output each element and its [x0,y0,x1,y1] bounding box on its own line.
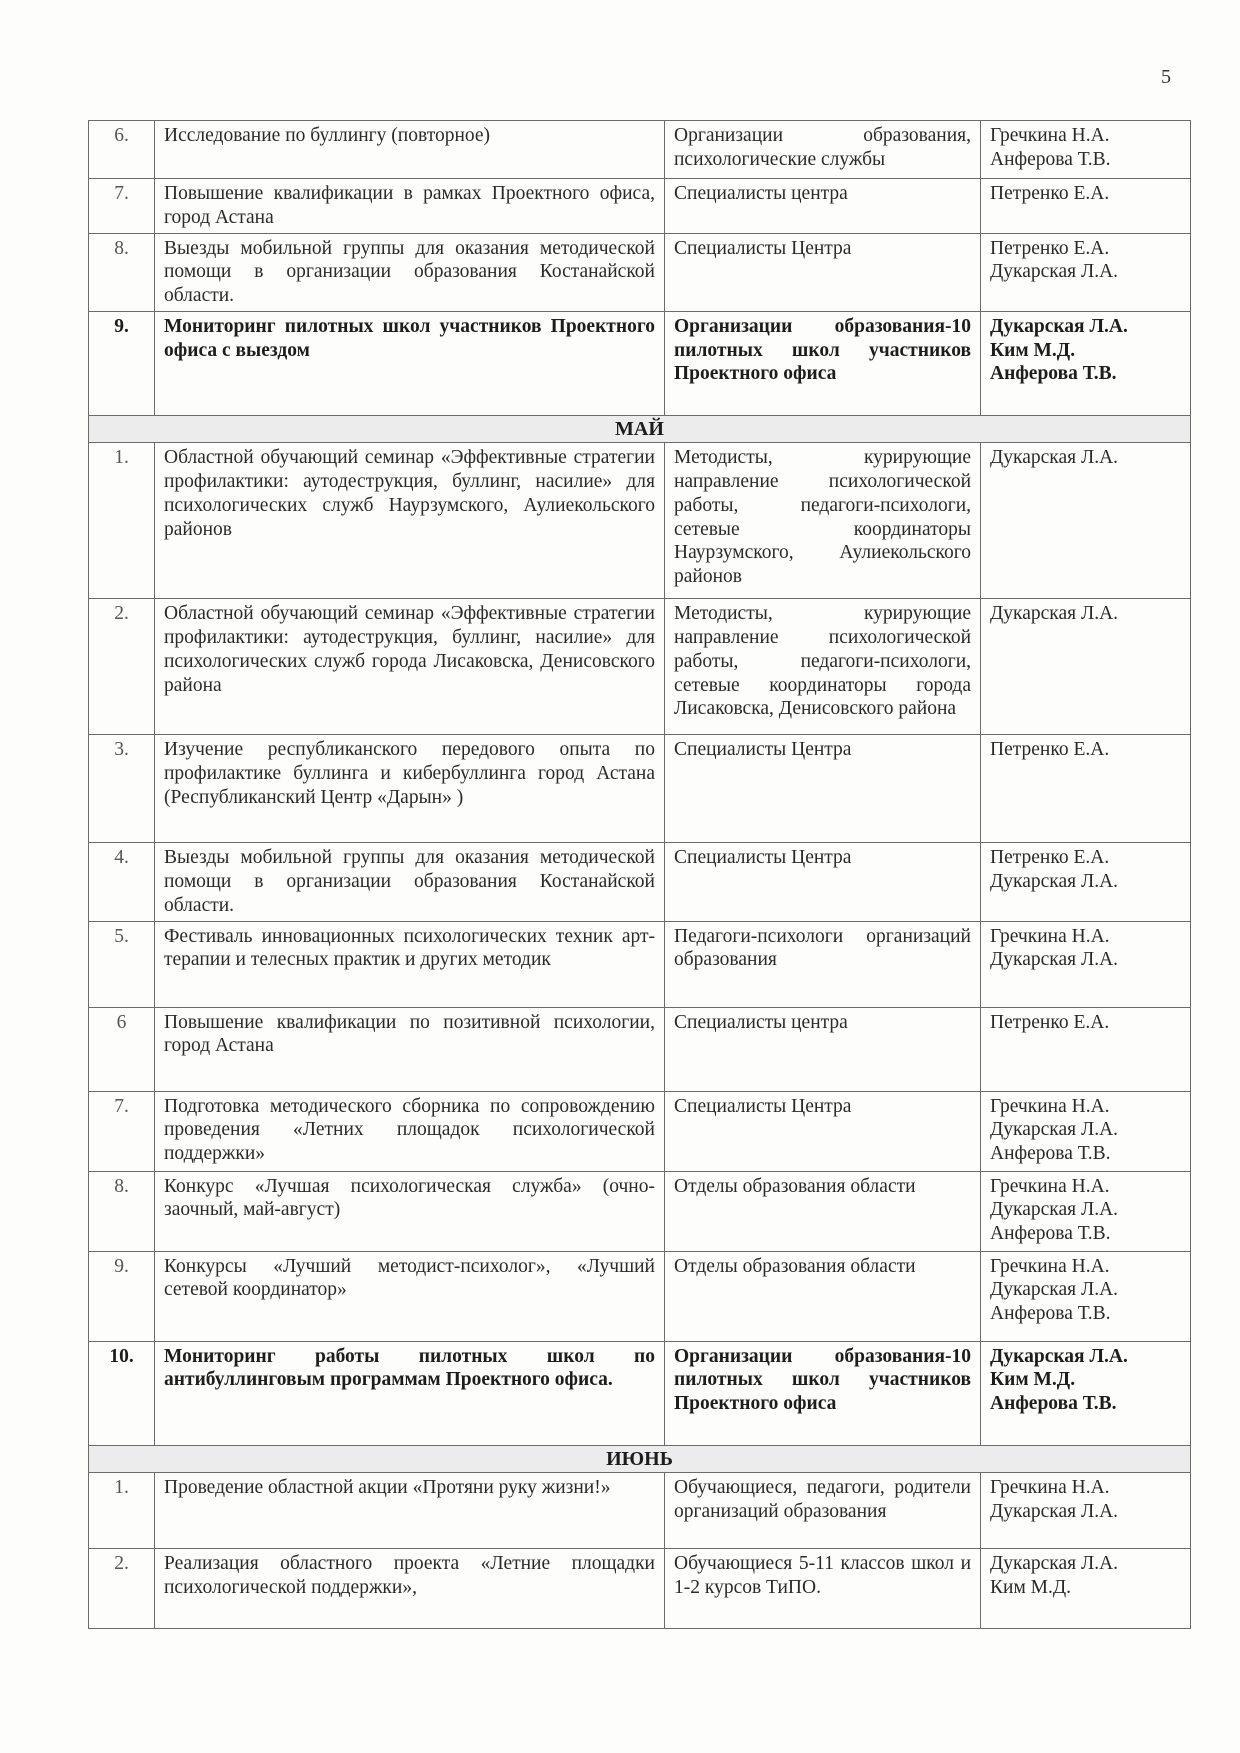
row-number: 6. [89,121,155,179]
event-name: Конкурсы «Лучший методист-психолог», «Лучший сетевой координатор» [155,1251,665,1341]
responsible-persons [981,1473,1191,1549]
table-row [89,1341,1191,1445]
responsible-person: Петренко Е.А. [990,739,1110,761]
month-header: ИЮНЬ [89,1445,1191,1472]
responsible-person: Дукарская Л.А. [990,1553,1119,1575]
responsible-person: Гречкина Н.А. [990,1477,1110,1499]
month-header-row [89,1445,1191,1472]
target-audience: Специалисты центра [665,179,981,234]
table-row [89,311,1191,415]
responsible-person: Анферова Т.В. [990,148,1111,170]
target-audience: Педагоги-психологи организаций образования [665,921,981,1007]
responsible-persons [981,1251,1191,1341]
event-name: Областной обучающий семинар «Эффективные стратегии профилактики: аутодеструкция, буллинг, насилие» для психологических служб города Лисаковска, Денисовского района [155,599,665,735]
responsible-person: Петренко Е.А. [990,847,1110,869]
responsible-persons [981,1091,1191,1171]
responsible-persons [981,1341,1191,1445]
responsible-person: Анферова Т.В. [990,363,1117,385]
row-number: 1. [89,1473,155,1549]
month-header-row [89,415,1191,442]
table-row [89,921,1191,1007]
row-number: 7. [89,179,155,234]
responsible-person: Гречкина Н.А. [990,1255,1110,1277]
responsible-persons [981,735,1191,843]
target-audience: Организации образования-10 пилотных школ участников Проектного офиса [665,311,981,415]
event-name: Повышение квалификации в рамках Проектного офиса, город Астана [155,179,665,234]
row-number: 9. [89,311,155,415]
responsible-persons [981,843,1191,921]
responsible-persons [981,1171,1191,1251]
table-row [89,1091,1191,1171]
month-header: МАЙ [89,415,1191,442]
responsible-persons [981,599,1191,735]
target-audience: Методисты, курирующие направление психологической работы, педагоги-психологи, сетевые координаторы города Лисаковска, Денисовского района [665,599,981,735]
event-name: Исследование по буллингу (повторное) [155,121,665,179]
table-row [89,735,1191,843]
row-number: 8. [89,1171,155,1251]
table-row [89,121,1191,179]
event-name: Выезды мобильной группы для оказания методической помощи в организации образования Костанайской области. [155,233,665,311]
table-row [89,1251,1191,1341]
table-row [89,1473,1191,1549]
table-row [89,843,1191,921]
responsible-person: Петренко Е.А. [990,183,1110,204]
responsible-person: Дукарская Л.А. [990,261,1119,283]
event-name: Реализация областного проекта «Летние площадки психологической поддержки», [155,1549,665,1629]
responsible-persons [981,233,1191,311]
table-row [89,443,1191,599]
plan-table-body [89,121,1191,1629]
table-row [89,1007,1191,1091]
event-name: Повышение квалификации по позитивной психологии, город Астана [155,1007,665,1091]
responsible-person: Дукарская Л.А. [990,447,1119,469]
responsible-person: Ким М.Д. [990,339,1076,361]
target-audience: Организации образования, психологические службы [665,121,981,179]
responsible-persons [981,179,1191,234]
row-number: 9. [89,1251,155,1341]
responsible-person: Гречкина Н.А. [990,1175,1110,1197]
responsible-persons [981,1007,1191,1091]
row-number: 3. [89,735,155,843]
row-number: 2. [89,599,155,735]
target-audience: Отделы образования области [665,1171,981,1251]
responsible-person: Гречкина Н.А. [990,925,1110,947]
responsible-person: Гречкина Н.А. [990,125,1110,146]
event-name: Фестиваль инновационных психологических техник арт-терапии и телесных практик и других методик [155,921,665,1007]
responsible-persons [981,1549,1191,1629]
target-audience: Организации образования-10 пилотных школ участников Проектного офиса [665,1341,981,1445]
responsible-person: Анферова Т.В. [990,1223,1111,1245]
row-number: 5. [89,921,155,1007]
responsible-person: Петренко Е.А. [990,1011,1110,1033]
target-audience: Методисты, курирующие направление психологической работы, педагоги-психологи, сетевые координаторы Наурзумского, Аулиекольского районов [665,443,981,599]
table-row [89,233,1191,311]
row-number: 4. [89,843,155,921]
row-number: 2. [89,1549,155,1629]
plan-table [88,120,1191,1629]
event-name: Изучение республиканского передового опыта по профилактике буллинга и кибербуллинга город Астана (Республиканский Центр «Дарын» ) [155,735,665,843]
table-row [89,599,1191,735]
row-number: 10. [89,1341,155,1445]
responsible-person: Дукарская Л.А. [990,1199,1119,1221]
responsible-person: Дукарская Л.А. [990,315,1128,337]
responsible-person: Дукарская Л.А. [990,1345,1128,1367]
responsible-person: Анферова Т.В. [990,1303,1111,1325]
page-number: 5 [1161,66,1171,88]
table-row [89,1549,1191,1629]
responsible-person: Дукарская Л.А. [990,603,1119,625]
responsible-persons [981,921,1191,1007]
row-number: 1. [89,443,155,599]
event-name: Мониторинг пилотных школ участников Проектного офиса с выездом [155,311,665,415]
event-name: Выезды мобильной группы для оказания методической помощи в организации образования Костанайской области. [155,843,665,921]
responsible-persons [981,443,1191,599]
target-audience: Специалисты Центра [665,1091,981,1171]
row-number: 8. [89,233,155,311]
event-name: Проведение областной акции «Протяни руку жизни!» [155,1473,665,1549]
target-audience: Отделы образования области [665,1251,981,1341]
table-row [89,1171,1191,1251]
target-audience: Специалисты Центра [665,843,981,921]
responsible-person: Анферова Т.В. [990,1393,1117,1415]
responsible-person: Петренко Е.А. [990,237,1110,259]
row-number: 6 [89,1007,155,1091]
responsible-persons [981,311,1191,415]
responsible-person: Анферова Т.В. [990,1143,1111,1165]
target-audience: Специалисты Центра [665,233,981,311]
responsible-person: Ким М.Д. [990,1369,1076,1391]
event-name: Подготовка методического сборника по сопровождению проведения «Летних площадок психологической поддержки» [155,1091,665,1171]
responsible-person: Дукарская Л.А. [990,1119,1119,1141]
target-audience: Обучающиеся, педагоги, родители организаций образования [665,1473,981,1549]
target-audience: Обучающиеся 5-11 классов школ и 1-2 курсов ТиПО. [665,1549,981,1629]
responsible-person: Дукарская Л.А. [990,1500,1119,1522]
responsible-person: Дукарская Л.А. [990,871,1119,893]
responsible-person: Гречкина Н.А. [990,1095,1110,1117]
event-name: Областной обучающий семинар «Эффективные стратегии профилактики: аутодеструкция, буллинг, насилие» для психологических служб Наурзумского, Аулиекольского районов [155,443,665,599]
event-name: Мониторинг работы пилотных школ по антибуллинговым программам Проектного офиса. [155,1341,665,1445]
responsible-persons [981,121,1191,179]
row-number: 7. [89,1091,155,1171]
responsible-person: Ким М.Д. [990,1576,1072,1598]
target-audience: Специалисты центра [665,1007,981,1091]
responsible-person: Дукарская Л.А. [990,1279,1119,1301]
table-row [89,179,1191,234]
target-audience: Специалисты Центра [665,735,981,843]
responsible-person: Дукарская Л.А. [990,949,1119,971]
event-name: Конкурс «Лучшая психологическая служба» (очно-заочный, май-август) [155,1171,665,1251]
